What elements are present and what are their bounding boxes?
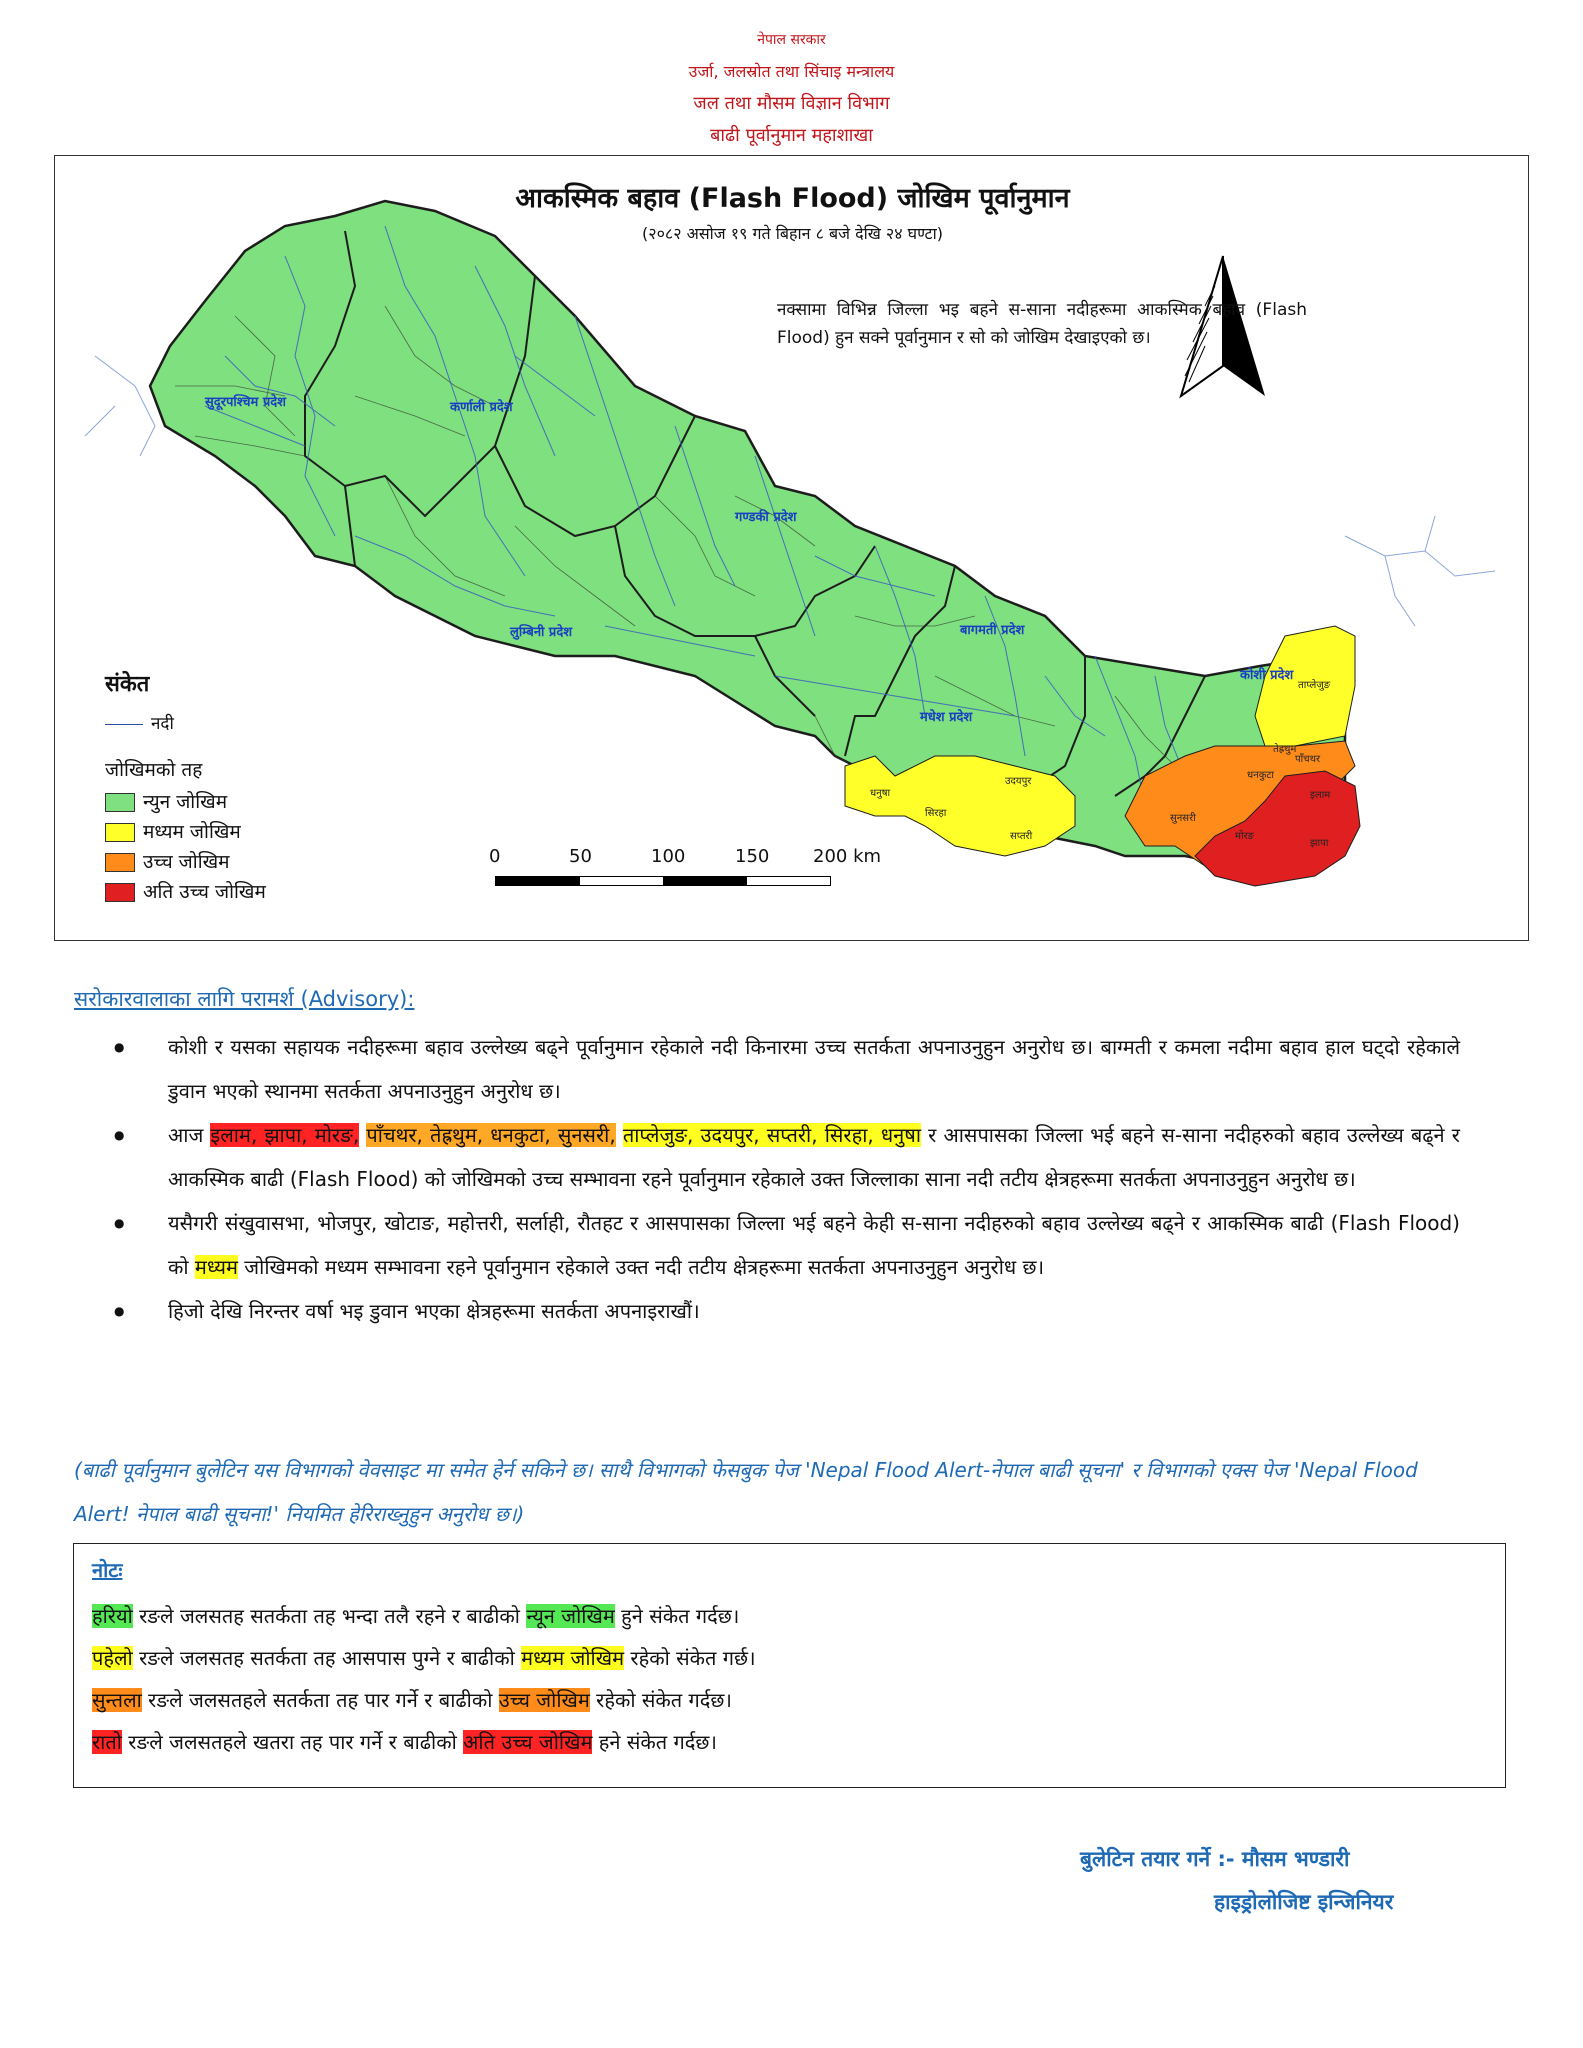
legend-level-title: जोखिमको तह: [105, 759, 203, 781]
note-line-yellow: पहेलो रङले जलसतह सतर्कता तह आसपास पुग्ने र बाढीको मध्यम जोखिम रहेको संकेत गर्छ।: [92, 1646, 756, 1670]
map-subtitle: (२०८२ असोज १९ गते बिहान ८ बजे देखि २४ घण्टा): [642, 224, 943, 243]
advisory-bullet-1: ● कोशी र यसका सहायक नदीहरूमा बहाव उल्लेख्य बढ्ने पूर्वानुमान रहेकाले नदी किनारमा उच्च सतर्कता अपनाउनुहुन अनुरोध छ। बाग्मती र कमला नदीमा बहाव हाल घट्दो रहेकाले डुवान भएको स्थानमा सतर्कता अपनाउनुहुन अनुरोध छ।: [110, 1025, 1460, 1113]
scale-label: 100: [651, 846, 686, 867]
medium-districts: ताप्लेजुङ, उदयपुर, सप्तरी, सिरहा, धनुषा: [622, 1123, 922, 1147]
advisory-bullet-2: ● आज इलाम, झापा, मोरङ, पाँचथर, तेह्रथुम, धनकुटा, सुनसरी, ताप्लेजुङ, उदयपुर, सप्तरी, सिरहा, धनुषा र आसपासका जिल्ला भई बहने स-साना नदीहरुको बहाव उल्लेख्य बढ्ने र आकस्मिक बाढी (Flash Flood) को जोखिमको उच्च सम्भावना रहने पूर्वानुमान रहेकाले उक्त जिल्लाका साना नदी तटीय क्षेत्रहरूमा सतर्कता अपनाउनुहुन अनुरोध छ।: [110, 1113, 1460, 1201]
legend-river-label: नदी: [151, 714, 174, 734]
district-label: ताप्लेजुङ: [1298, 680, 1331, 691]
district-label: सुनसरी: [1170, 813, 1196, 824]
legend-item-medium: मध्यम जोखिम: [105, 818, 241, 844]
nepal-risk-map: [55, 156, 1528, 940]
swatch-high: [105, 853, 135, 872]
advisory-bullet-4: ● हिजो देखि निरन्तर वर्षा भइ डुवान भएका क्षेत्रहरूमा सतर्कता अपनाइराखौं।: [110, 1289, 1460, 1333]
map-title: आकस्मिक बहाव (Flash Flood) जोखिम पूर्वानुमान: [515, 183, 1070, 214]
swatch-medium: [105, 823, 135, 842]
district-label: धनकुटा: [1247, 770, 1275, 781]
flash-flood-map: [54, 155, 1529, 941]
river-line-icon: [105, 724, 143, 725]
scale-label: 200 km: [813, 846, 882, 867]
website-note: (बाढी पूर्वानुमान बुलेटिन यस विभागको वेवसाइट मा समेत हेर्न सकिने छ। साथै विभागको फेसबुक पेज 'Nepal Flood Alert-नेपाल बाढी सूचना' र विभागको एक्स पेज 'Nepal Flood Alert! नेपाल बाढी सूचना!' नियमित हेरिराख्नुहुन अनुरोध छ।): [74, 1458, 1418, 1526]
district-label: तेह्रथुम: [1273, 744, 1297, 755]
preparer-role: हाइड्रोलोजिष्ट इन्जिनियर: [1214, 1890, 1394, 1914]
department-name: जल तथा मौसम विज्ञान विभाग: [693, 93, 890, 114]
section-name: बाढी पूर्वानुमान महाशाखा: [710, 125, 873, 146]
legend-river: [105, 711, 174, 734]
ministry-name: उर्जा, जलस्रोत तथा सिंचाइ मन्त्रालय: [688, 62, 895, 81]
medium-highlight: मध्यम: [194, 1255, 238, 1279]
province-label: गण्डकी प्रदेश: [735, 510, 797, 525]
legend-item-very-high: अति उच्च जोखिम: [105, 878, 266, 904]
district-label: इलाम: [1310, 790, 1331, 801]
map-note: नक्सामा विभिन्न जिल्ला भइ बहने स-साना नदीहरूमा आकस्मिक बहाव (Flash Flood) हुन सक्ने पूर्वानुमान र सो को जोखिम देखाइएको छ।: [777, 300, 1307, 348]
very-high-districts: इलाम, झापा, मोरङ,: [210, 1123, 360, 1147]
note-box: [73, 1543, 1506, 1788]
legend-title: संकेत: [105, 672, 150, 697]
swatch-low: [105, 793, 135, 812]
note-line-red: रातो रङले जलसतहले खतरा तह पार गर्ने र बाढीको अति उच्च जोखिम हने संकेत गर्दछ।: [92, 1730, 717, 1754]
district-label: सिरहा: [925, 808, 947, 819]
province-label: कोशी प्रदेश: [1240, 668, 1294, 683]
high-districts: पाँचथर, तेह्रथुम, धनकुटा, सुनसरी,: [366, 1123, 616, 1147]
district-label: धनुषा: [870, 788, 891, 799]
gov-name: नेपाल सरकार: [757, 32, 826, 48]
advisory-title: सरोकारवालाका लागि परामर्श (Advisory):: [74, 987, 415, 1011]
province-label: बागमती प्रदेश: [960, 623, 1025, 638]
scale-label: 0: [489, 846, 501, 867]
district-label: सप्तरी: [1010, 831, 1033, 842]
legend-item-low: न्युन जोखिम: [105, 788, 227, 814]
scale-label: 50: [569, 846, 592, 867]
scale-label: 150: [735, 846, 770, 867]
note-title: नोटः: [92, 1558, 123, 1582]
swatch-very-high: [105, 883, 135, 902]
advisory-list: [110, 1025, 1460, 1333]
district-label: उदयपुर: [1005, 776, 1032, 787]
district-label: मोरङ: [1235, 831, 1255, 842]
province-label: मधेश प्रदेश: [920, 710, 973, 725]
district-label: झापा: [1310, 838, 1329, 849]
note-line-green: हरियो रङले जलसतह सतर्कता तह भन्दा तलै रहने र बाढीको न्यून जोखिम हुने संकेत गर्दछ।: [92, 1604, 740, 1628]
province-label: सुदूरपश्चिम प्रदेश: [205, 395, 286, 410]
province-label: लुम्बिनी प्रदेश: [510, 625, 573, 640]
advisory-bullet-3: ● यसैगरी संखुवासभा, भोजपुर, खोटाङ, महोत्तरी, सर्लाही, रौतहट र आसपासका जिल्ला भई बहने केही स-साना नदीहरुको बहाव उल्लेख्य बढ्ने र आकस्मिक बाढी (Flash Flood) को मध्यम जोखिमको मध्यम सम्भावना रहने पूर्वानुमान रहेकाले उक्त नदी तटीय क्षेत्रहरूमा सतर्कता अपनाउनुहुन अनुरोध छ।: [110, 1201, 1460, 1289]
letterhead: [0, 24, 1583, 152]
prepared-by: बुलेटिन तयार गर्ने :- मौसम भण्डारी: [1080, 1847, 1350, 1871]
legend-item-high: उच्च जोखिम: [105, 848, 230, 874]
district-label: पाँचथर: [1295, 754, 1321, 765]
note-line-orange: सुन्तला रङले जलसतहले सतर्कता तह पार गर्ने र बाढीको उच्च जोखिम रहेको संकेत गर्दछ।: [92, 1688, 733, 1712]
scale-bar-graphic: [495, 876, 831, 886]
province-label: कर्णाली प्रदेश: [450, 400, 513, 415]
